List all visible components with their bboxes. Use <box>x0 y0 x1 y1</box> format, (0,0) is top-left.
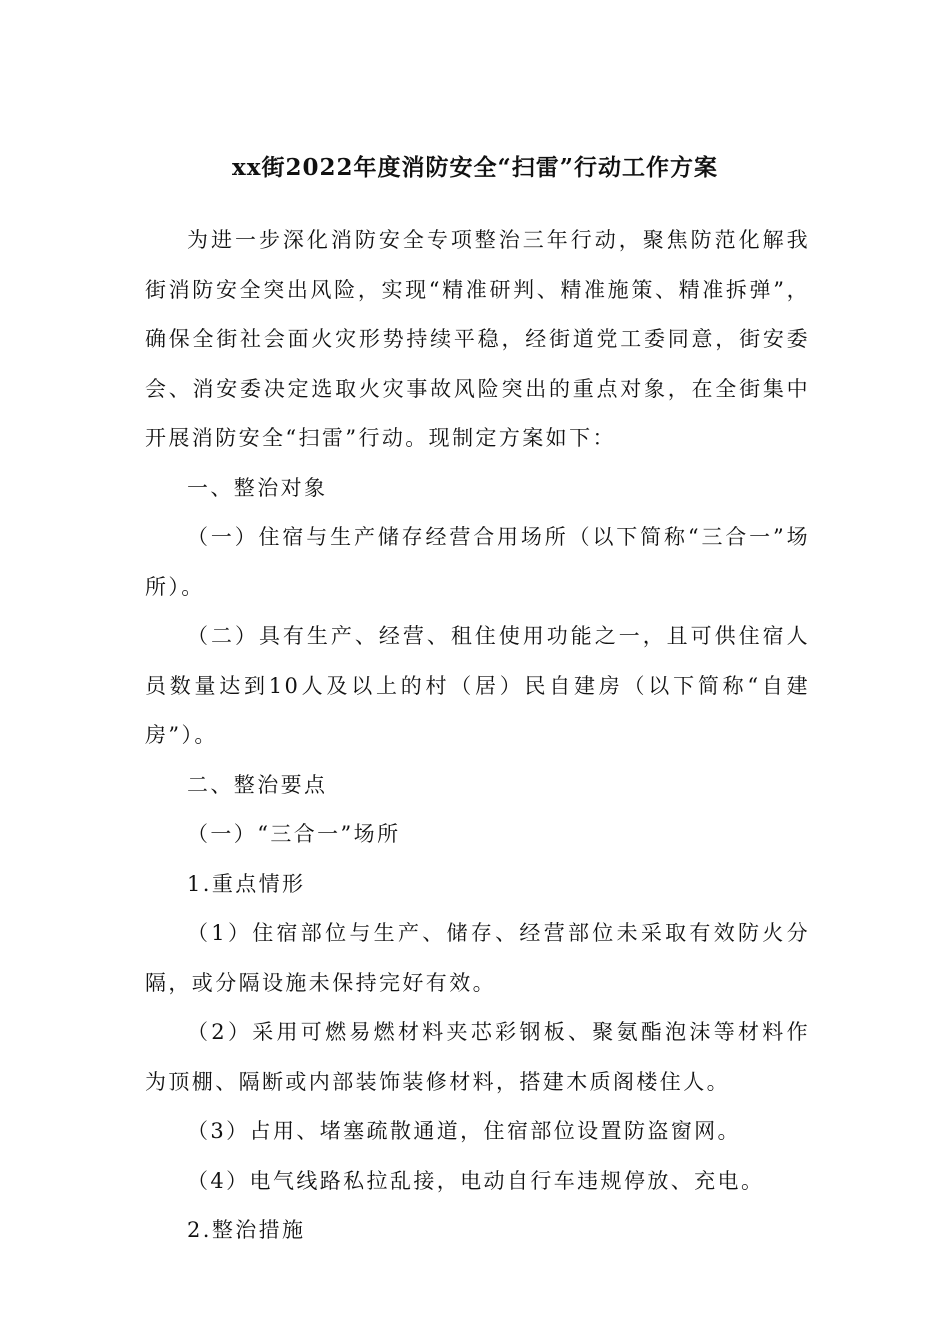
document-title: xx街2022年度消防安全“扫雷”行动工作方案 <box>232 154 718 181</box>
section-heading-key-points: 二、整治要点 <box>187 772 328 797</box>
section-heading-targets: 一、整治对象 <box>187 475 328 500</box>
situation-item-2: （2）采用可燃易燃材料夹芯彩钢板、聚氨酯泡沫等材料作为顶棚、隔断或内部装饰装修材料，搭建木质阁楼住人。 <box>145 1020 810 1094</box>
target-item-1: （一）住宿与生产储存经营合用场所（以下简称“三合一”场所）。 <box>145 525 810 599</box>
subsection-heading-three-in-one: （一）“三合一”场所 <box>187 822 401 846</box>
situation-item-4: （4）电气线路私拉乱接，电动自行车违规停放、充电。 <box>187 1168 765 1193</box>
target-item-2: （二）具有生产、经营、租住使用功能之一，且可供住宿人员数量达到10人及以上的村（居）民自建房（以下简称“自建房”）。 <box>145 624 810 747</box>
intro-paragraph: 为进一步深化消防安全专项整治三年行动，聚焦防范化解我街消防安全突出风险，实现“精准研判、精准施策、精准拆弹”，确保全街社会面火灾形势持续平稳，经街道党工委同意，街安委会、消安委决定选取火灾事故风险突出的重点对象，在全街集中开展消防安全“扫雷”行动。现制定方案如下： <box>145 228 810 450</box>
subheading-key-situations: 1.重点情形 <box>187 871 306 896</box>
subheading-measures: 2.整治措施 <box>187 1218 306 1242</box>
situation-item-1: （1）住宿部位与生产、储存、经营部位未采取有效防火分隔，或分隔设施未保持完好有效。 <box>145 921 810 995</box>
document-body <box>145 216 810 1256</box>
situation-item-3: （3）占用、堵塞疏散通道，住宿部位设置防盗窗网。 <box>187 1119 741 1143</box>
